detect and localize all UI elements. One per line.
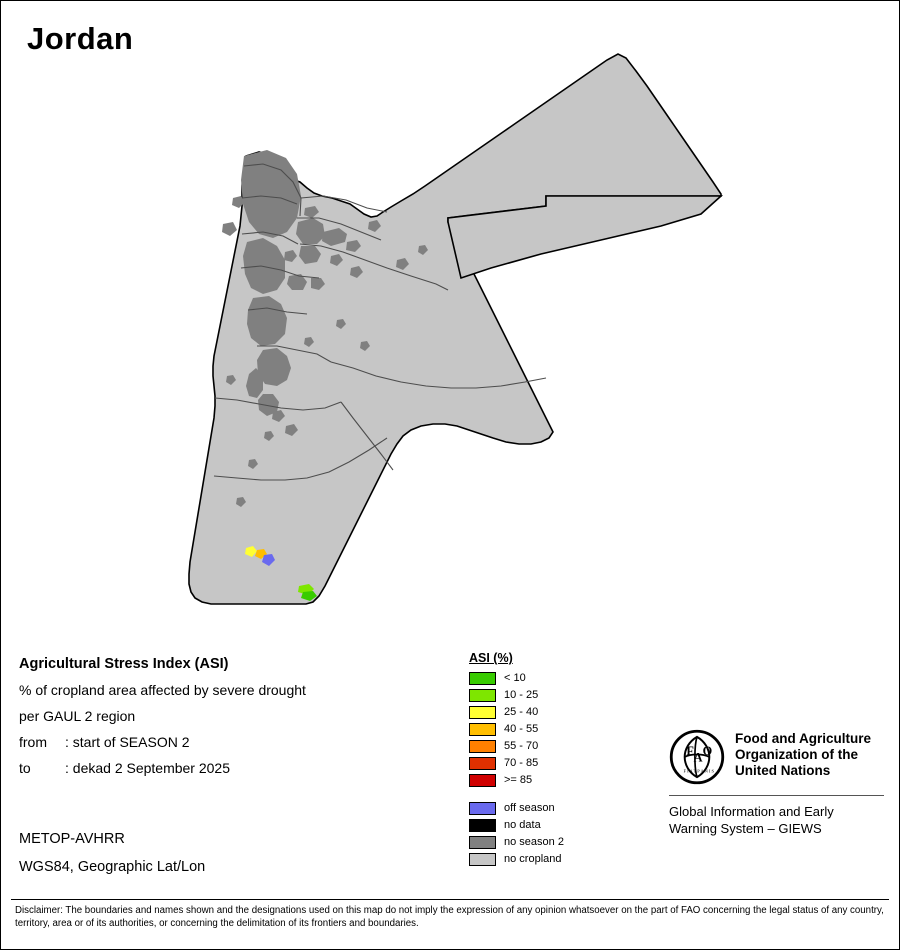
legend-item-25-40 — [469, 704, 639, 721]
legend-item-no-data — [469, 817, 639, 834]
legend-label-25-40: 25 - 40 — [504, 706, 539, 718]
giews-line-2: Warning System – GIEWS — [669, 821, 822, 836]
caption-block — [19, 656, 449, 786]
legend — [469, 651, 639, 868]
legend-label-no-cropland: no cropland — [504, 853, 562, 865]
sensor-label: METOP-AVHRR — [19, 831, 125, 847]
legend-item-70-85 — [469, 755, 639, 772]
fao-organization-name — [735, 729, 871, 779]
fao-org-line-1: Food and Agriculture — [735, 731, 871, 746]
legend-label-lt10: < 10 — [504, 672, 526, 684]
fao-header — [669, 729, 884, 785]
to-value: : dekad 2 September 2025 — [65, 760, 231, 776]
legend-label-55-70: 55 - 70 — [504, 740, 539, 752]
legend-item-off-season — [469, 800, 639, 817]
caption-line-1: % of cropland area affected by severe drought — [19, 682, 306, 698]
fao-org-line-2: Organization of the — [735, 747, 858, 762]
legend-swatch-10-25 — [469, 689, 496, 702]
legend-swatch-off-season — [469, 802, 496, 815]
giews-text — [669, 803, 884, 837]
legend-swatch-40-55 — [469, 723, 496, 736]
legend-swatch-no-cropland — [469, 853, 496, 866]
legend-swatch-no-data — [469, 819, 496, 832]
caption-heading: Agricultural Stress Index (ASI) — [19, 656, 229, 672]
legend-item-lt10 — [469, 670, 639, 687]
fao-divider — [669, 795, 884, 796]
legend-item-no-cropland — [469, 851, 639, 868]
legend-swatch-25-40 — [469, 706, 496, 719]
legend-swatch-70-85 — [469, 757, 496, 770]
legend-swatch-55-70 — [469, 740, 496, 753]
from-value: : start of SEASON 2 — [65, 734, 190, 750]
legend-label-gte85: >= 85 — [504, 774, 533, 786]
jordan-map-svg — [1, 46, 899, 631]
fao-org-line-3: United Nations — [735, 763, 831, 778]
fao-logo-icon — [669, 729, 725, 785]
caption-from — [19, 734, 449, 750]
meta-block — [19, 831, 449, 887]
page-title: Jordan — [27, 21, 134, 56]
disclaimer-divider — [11, 899, 889, 900]
disclaimer-text: Disclaimer: The boundaries and names shown and the designations used on this map do not imply the expression of any opinion whatsoever on the part of FAO concerning the legal status of any country, territory, area or of its authorities, or concerning the delimitation of its frontiers and boundaries. — [15, 905, 884, 929]
caption-line-2: per GAUL 2 region — [19, 708, 136, 724]
legend-item-gte85 — [469, 772, 639, 789]
giews-line-1: Global Information and Early — [669, 804, 834, 819]
legend-item-40-55 — [469, 721, 639, 738]
legend-item-55-70 — [469, 738, 639, 755]
legend-label-no-season-2: no season 2 — [504, 836, 564, 848]
legend-label-40-55: 40 - 55 — [504, 723, 539, 735]
to-label: to — [19, 760, 31, 776]
legend-title: ASI (%) — [469, 651, 513, 665]
svg-text:F: F — [686, 743, 694, 758]
from-label: from — [19, 734, 47, 750]
fao-branding — [669, 729, 884, 837]
legend-swatch-no-season-2 — [469, 836, 496, 849]
map-area — [1, 46, 899, 631]
legend-swatch-lt10 — [469, 672, 496, 685]
projection-label: WGS84, Geographic Lat/Lon — [19, 859, 206, 875]
svg-text:F I A T P A N I S: F I A T P A N I S — [683, 768, 715, 774]
svg-text:O: O — [702, 743, 713, 758]
legend-label-off-season: off season — [504, 802, 555, 814]
legend-label-10-25: 10 - 25 — [504, 689, 539, 701]
legend-item-no-season-2 — [469, 834, 639, 851]
svg-text:A: A — [693, 750, 703, 765]
legend-item-10-25 — [469, 687, 639, 704]
legend-label-no-data: no data — [504, 819, 541, 831]
legend-swatch-gte85 — [469, 774, 496, 787]
legend-label-70-85: 70 - 85 — [504, 757, 539, 769]
legend-spacer — [469, 789, 639, 800]
caption-to — [19, 760, 449, 776]
